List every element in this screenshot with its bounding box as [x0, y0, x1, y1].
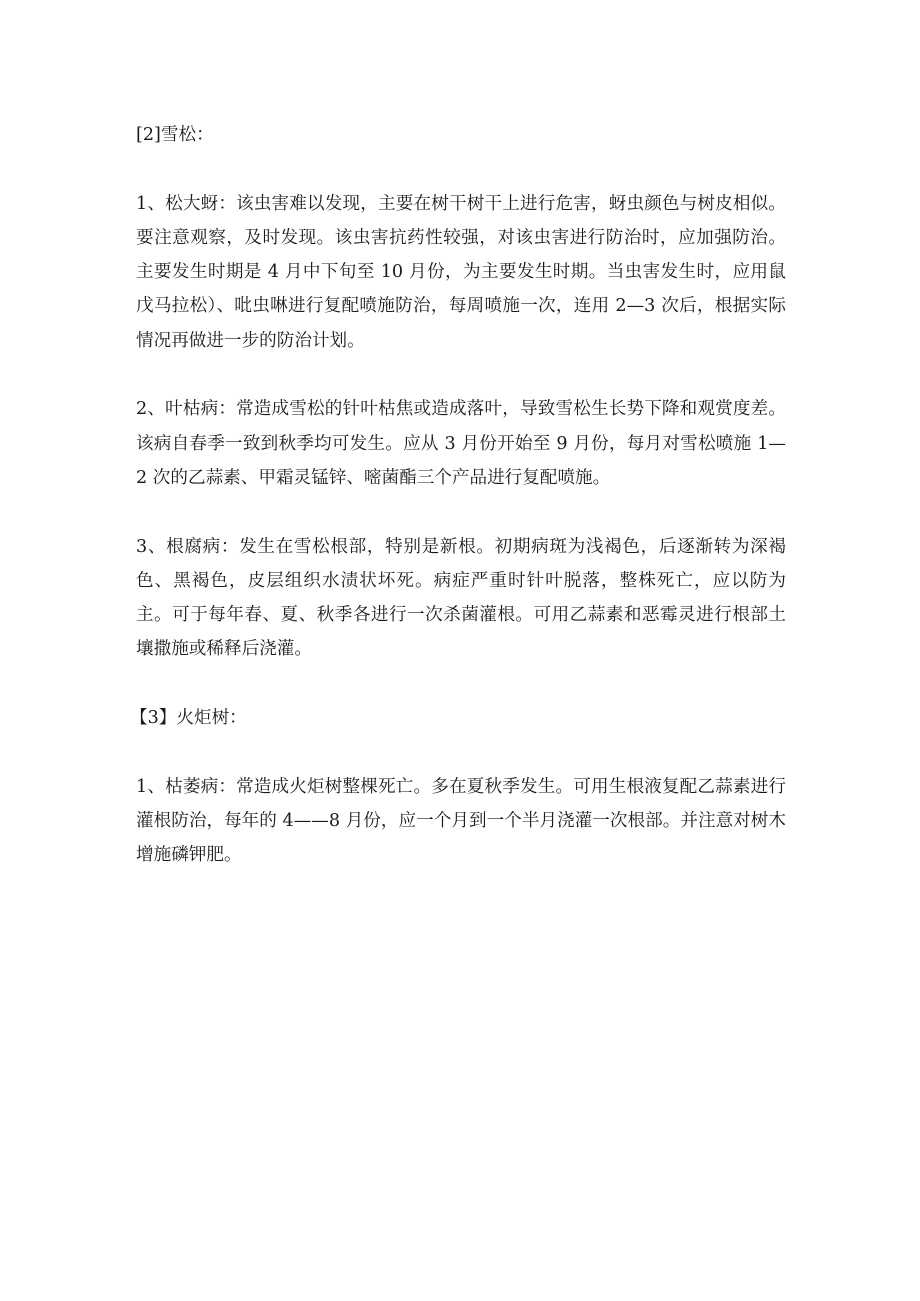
paragraph-cedar-leaf-blight: 2、叶枯病：常造成雪松的针叶枯焦或造成落叶，导致雪松生长势下降和观赏度差。该病自春季一致到秋季均可发生。应从 3 月份开始至 9 月份，每月对雪松喷施 1—2 次的乙蒜素、甲霜灵锰锌、嘧菌酯三个产品进行复配喷施。: [136, 399, 786, 488]
section-heading-cedar: [2]雪松：: [136, 125, 214, 145]
section-heading-staghorn-sumac: 【3】火炬树：: [130, 708, 247, 729]
paragraph-cedar-root-rot: 3、根腐病：发生在雪松根部，特别是新根。初期病斑为浅褐色，后逐渐转为深褐色、黑褐色，皮层组织水渍状坏死。病症严重时针叶脱落，整株死亡，应以防为主。可于每年春、夏、秋季各进行一次杀菌灌根。可用乙蒜素和恶霉灵进行根部土壤撒施或稀释后浇灌。: [136, 536, 786, 660]
paragraph-sumac-wilt: 1、枯萎病：常造成火炬树整棵死亡。多在夏秋季发生。可用生根液复配乙蒜素进行灌根防治，每年的 4——8 月份，应一个月到一个半月浇灌一次根部。并注意对树木增施磷钾肥。: [136, 776, 786, 866]
paragraph-cedar-aphid: 1、松大蚜：该虫害难以发现，主要在树干树干上进行危害，蚜虫颜色与树皮相似。要注意观察，及时发现。该虫害抗药性较强，对该虫害进行防治时，应加强防治。主要发生时期是 4 月中下旬至 10 月份，为主要发生时期。当虫害发生时，应用鼠戊马拉松）、吡虫啉进行复配喷施防治，每周喷施一次，连用 2—3 次后，根据实际情况再做进一步的防治计划。: [136, 193, 786, 351]
document-body: [130, 118, 786, 907]
